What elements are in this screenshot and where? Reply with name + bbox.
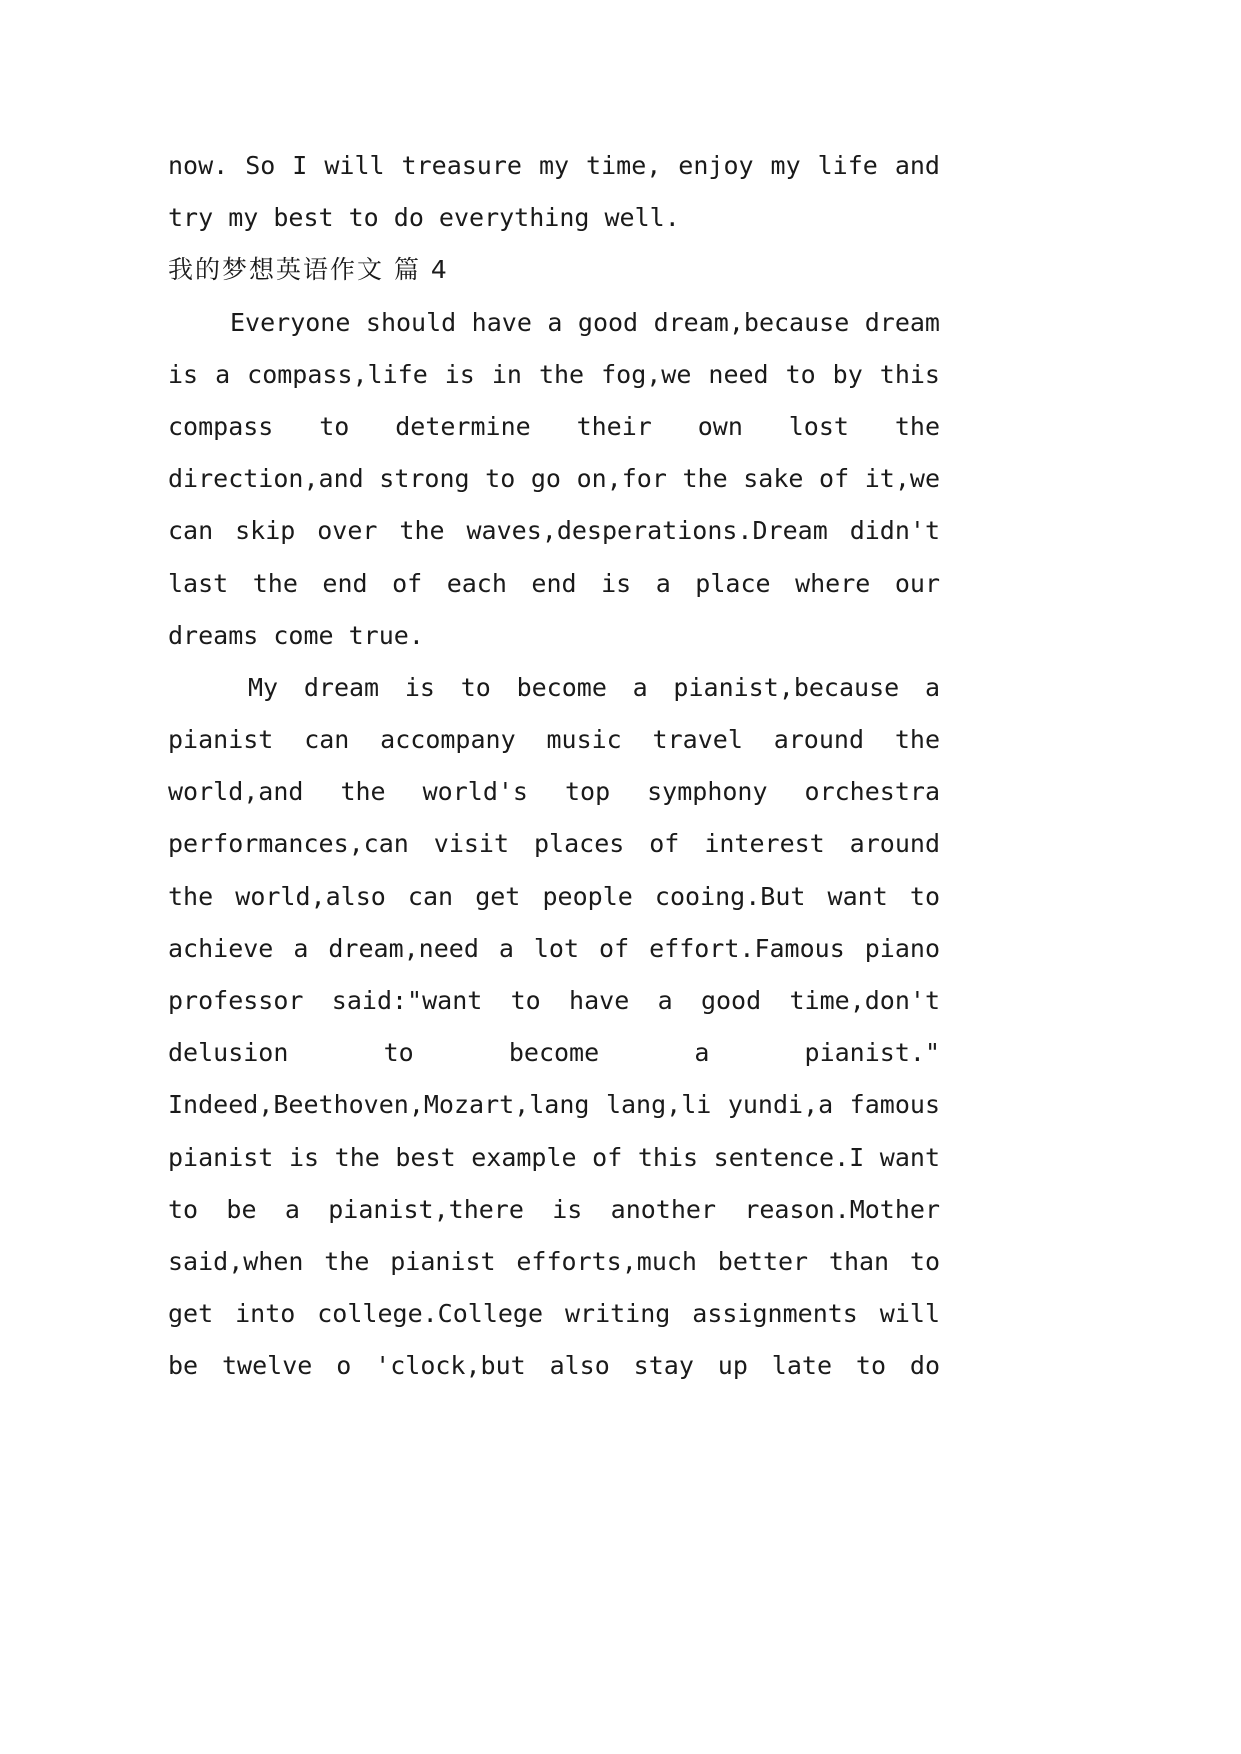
text-line: get into college.College writing assignments will (168, 1299, 940, 1329)
section-heading: 我的梦想英语作文 篇 4 (168, 255, 449, 285)
text-line: said,when the pianist efforts,much better than to (168, 1246, 940, 1276)
document-page (168, 140, 940, 1393)
paragraph (168, 662, 940, 1393)
text-line: My dream is to become a pianist,because a (248, 672, 940, 702)
text-line: the world,also can get people cooing.But want to (168, 881, 940, 911)
text-line: is a compass,life is in the fog,we need to by this (168, 359, 940, 389)
text-line: Indeed,Beethoven,Mozart,lang lang,li yundi,a famous (168, 1090, 940, 1120)
text-line: delusion to become a pianist." (168, 1038, 940, 1068)
text-line: Everyone should have a good dream,because dream (230, 307, 940, 337)
text-line: pianist is the best example of this sentence.I want (168, 1142, 940, 1172)
text-line: be twelve o 'clock,but also stay up late to do (168, 1351, 940, 1381)
text-line: professor said:"want to have a good time,don't (168, 986, 940, 1015)
text-line: achieve a dream,need a lot of effort.Famous piano (168, 933, 940, 963)
text-line: to be a pianist,there is another reason.Mother (168, 1194, 940, 1224)
text-line: world,and the world's top symphony orchestra (168, 777, 940, 807)
paragraph (168, 297, 940, 662)
text-line: direction,and strong to go on,for the sake of it,we (168, 464, 940, 494)
text-line: now. So I will treasure my time, enjoy my life and (168, 151, 940, 180)
text-line: try my best to do everything well. (168, 203, 680, 233)
text-line: dreams come true. (168, 620, 424, 650)
text-line: pianist can accompany music travel around the (168, 725, 940, 755)
text-line: compass to determine their own lost the (168, 411, 940, 441)
text-line: last the end of each end is a place where our (168, 568, 940, 598)
text-line: can skip over the waves,desperations.Dream didn't (168, 516, 940, 546)
text-line: performances,can visit places of interest around (168, 829, 940, 859)
